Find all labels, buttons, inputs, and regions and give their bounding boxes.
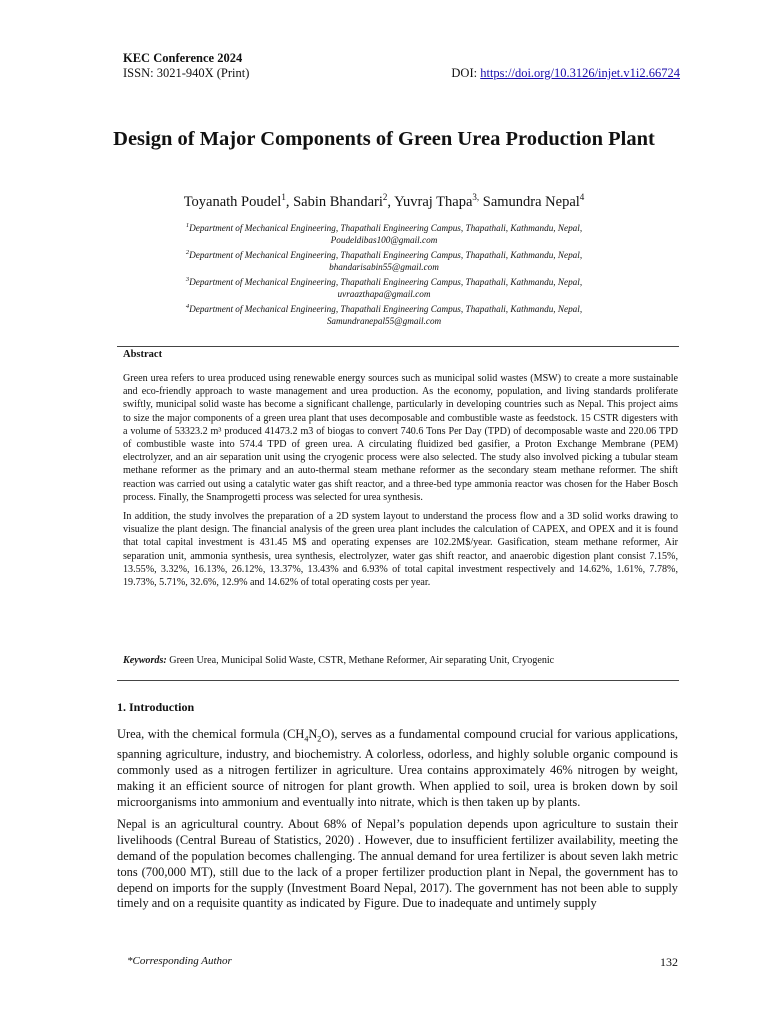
affiliation-dept: Department of Mechanical Engineering, Thapathali Engineering Campus, Thapathali, Kathmandu, Nepal, [189,249,583,260]
introduction-paragraph [117,727,678,810]
keywords [123,654,554,667]
section-heading-introduction: 1. Introduction [117,700,195,714]
keywords-list: Green Urea, Municipal Solid Waste, CSTR, Methane Reformer, Air separating Unit, Cryogenic [166,655,555,666]
formula-subscript: 4 [304,734,309,744]
corresponding-author-note: *Corresponding Author [127,955,232,967]
abstract-paragraph: In addition, the study involves the preparation of a 2D system layout to understand the process flow and a 3D solid works drawing to visualize the plant design. The financial analysis of the green urea plant includes the calculation of CAPEX, and OPEX and it is found that total capital investment is 431.45 M$ and operating expenses are 102.2M$/year. Gasification, steam methane reformer, Air separation unit, ammonia synthesis, urea synthesis, electrolyzer, water gas shift reactor, and anaerobic digestion plant consist 7.15%, 13.55%, 3.32%, 16.13%, 26.12%, 13.37%, 13.43% and 6.93% of total capital investment respectively and 14.62%, 1.61%, 7.78%, 19.73%, 5.71%, 32.6%, 12.9% and 14.62% of total operating costs per year. [123,511,678,589]
author-affiliation-mark: 3, [472,192,480,202]
affiliation-email: Poudeldibas100@gmail.com [330,234,438,245]
abstract-paragraph: Green urea refers to urea produced using renewable energy sources such as municipal solid wastes (MSW) to create a more sustainable and eco-friendly approach to waste management and urea production. As the economy, population, and living standards proliferate swiftly, municipal solid waste has become a significant challenge, particularly in developing countries such as Nepal. This project aims to size the major components of a green urea plant that uses decomposable and combustible waste as feedstock. 15 CSTR digesters with a volume of 53323.2 m³ produced 41473.2 m3 of biogas to convert 740.6 Tons Per Day (TPD) of decomposable waste and 220.06 TPD of combustible waste into 574.4 TPD of green urea. A circulating fluidized bed gasifier, a Proton Exchange Membrane (PEM) electrolyzer, and an air separation unit using the cryogenic process were also selected. The study also involved picking a tubular steam methane reformer as the primary and an auto-thermal steam methane reformer as the secondary steam methane reformer. The shift reaction was carried out using a catalytic water gas shift reactor, and a three-bed type ammonia reactor was chosen for the Haber Bosch process. Finally, the Snamprogetti process was selected for urea synthesis. [123,373,678,503]
keywords-label: Keywords: [123,655,167,666]
affiliation-list [150,220,618,328]
introduction-paragraph: Nepal is an agricultural country. About 68% of Nepal’s population depends upon agriculture to sustain their livelihoods (Central Bureau of Statistics, 2020) . However, due to insufficient fertilizer availability, meeting the demand of the population becomes challenging. The annual demand for urea fertilizer is about seven lakh metric tons (700,000 MT), still due to the lack of a proper fertilizer production plant in Nepal, the government has to depend on imports for the supply (Investment Board Nepal, 2017). The government has not been able to supply timely and on a requisite quantity as indicated by Figure. Due to inadequate and untimely supply [117,817,678,911]
affiliation-email: Samundranepal55@gmail.com [326,315,442,326]
author-name: Toyanath Poudel [183,193,282,210]
affiliation-dept: Department of Mechanical Engineering, Thapathali Engineering Campus, Thapathali, Kathmandu, Nepal, [189,303,583,314]
author-separator: , [285,193,294,210]
affiliation-dept: Department of Mechanical Engineering, Thapathali Engineering Campus, Thapathali, Kathmandu, Nepal, [189,276,583,287]
author-name: Yuvraj Thapa [394,193,473,210]
formula-text: N [308,727,318,741]
issn: ISSN: 3021-940X (Print) [123,66,250,80]
doi-label: DOI: [451,66,481,80]
author-separator: , [387,193,395,210]
affiliation [150,301,618,316]
author-name: Sabin Bhandari [293,193,383,210]
formula-text: Urea, with the chemical formula (CH [117,727,305,741]
doi [451,66,680,81]
doi-link[interactable]: https://doi.org/10.3126/injet.v1i2.66724 [480,66,680,80]
author-affiliation-mark: 4 [579,192,585,202]
affiliation-mark: 4 [185,302,190,310]
formula-subscript: 2 [317,734,322,744]
affiliation-mark: 3 [185,275,190,283]
affiliation [150,220,618,235]
conference-name: KEC Conference 2024 [123,51,243,65]
abstract-body [123,372,678,595]
abstract-bottom-divider [117,680,679,681]
page-number: 132 [660,955,678,969]
abstract-heading: Abstract [123,349,163,360]
paper-title: Design of Major Components of Green Urea Production Plant [113,128,655,150]
affiliation [150,274,618,289]
author-list [100,188,668,211]
paragraph-text: O), serves as a fundamental compound crucial for various applications, spanning agriculture, industry, and biochemistry. A colorless, odorless, and highly soluble organic compound is commonly used as a nitrogen fertilizer in agriculture. Urea contains approximately 46% nitrogen by weight, making it an efficient source of nitrogen for plant growth. When applied to soil, urea is broken down by soil microorganisms into ammonium and eventually into nitrate, which is then taken up by plants. [117,727,678,809]
author-affiliation-mark: 2 [382,192,388,202]
affiliation-dept: Department of Mechanical Engineering, Thapathali Engineering Campus, Thapathali, Kathmandu, Nepal, [189,223,583,234]
abstract-top-divider [117,346,679,347]
author-name: Samundra Nepal [482,193,580,210]
affiliation-email: bhandarisabin55@gmail.com [329,261,439,272]
author-affiliation-mark: 1 [281,192,286,202]
introduction-body [117,727,678,919]
affiliation-mark: 2 [185,248,190,256]
affiliation [150,247,618,262]
affiliation-mark: 1 [185,222,190,229]
affiliation-email: uvraazthapa@gmail.com [337,288,431,299]
